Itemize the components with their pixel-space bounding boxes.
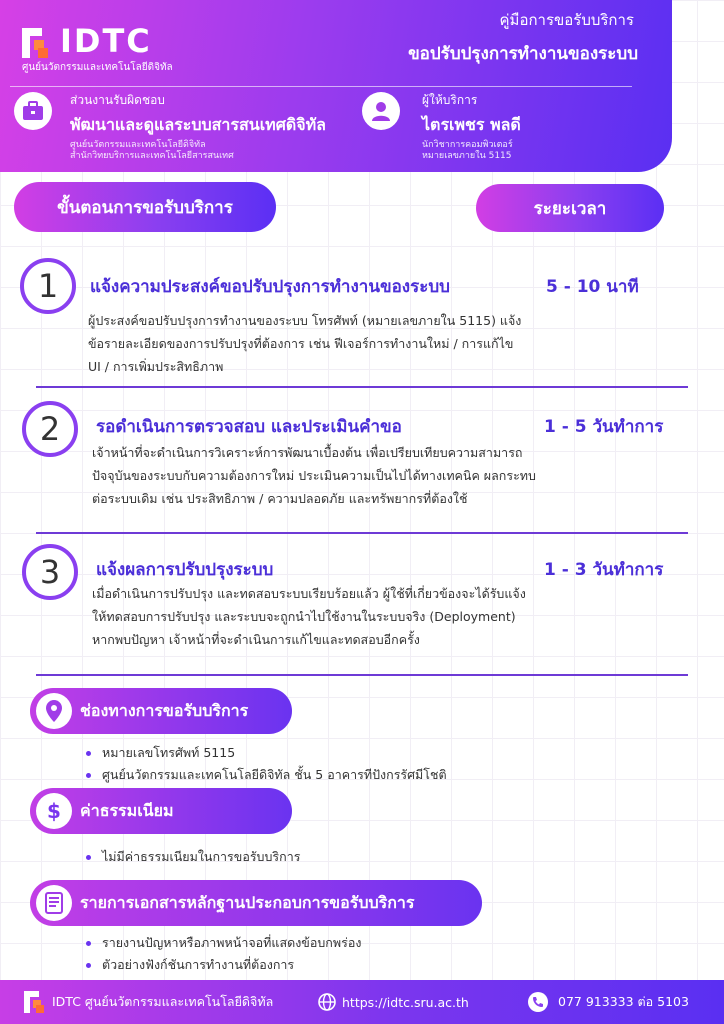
footer-url[interactable]: https://idtc.sru.ac.th <box>342 994 469 1010</box>
channels-list <box>84 742 447 786</box>
provider-extension: หมายเลขภายใน 5115 <box>422 151 512 161</box>
phone-icon <box>528 992 548 1012</box>
step-3-number: 3 <box>22 544 78 600</box>
fees-title: ค่าธรรมเนียม <box>80 800 174 820</box>
step-3-description: เมื่อดำเนินการปรับปรุง และทดสอบระบบเรียบร้อยแล้ว ผู้ใช้ที่เกี่ยวข้องจะได้รับแจ้งให้ทดสอบการปรับปรุง และระบบจะถูกนำไปใช้งานในระบบจริง (Deployment) หากพบปัญหา เจ้าหน้าที่จะดำเนินการแก้ไขและทดสอบอีกครั้ง <box>92 586 526 647</box>
footer-website[interactable] <box>318 980 469 1024</box>
unit-sub1: ศูนย์นวัตกรรมและเทคโนโลยีดิจิทัล <box>70 140 206 150</box>
step-divider <box>36 386 688 388</box>
channels-title: ช่องทางการขอรับบริการ <box>80 700 249 720</box>
step-1-title: แจ้งความประสงค์ขอปรับปรุงการทำงานของระบบ <box>90 277 450 297</box>
documents-section-pill <box>30 880 482 926</box>
footer-phone-text[interactable]: 077 913333 ต่อ 5103 <box>558 994 689 1009</box>
fees-list <box>84 846 300 868</box>
footer-phone[interactable] <box>528 980 689 1024</box>
step-divider <box>36 674 688 676</box>
step-2-time: 1 - 5 วันทำการ <box>544 417 664 437</box>
unit-label: ส่วนงานรับผิดชอบ <box>70 93 165 107</box>
header-banner <box>0 0 672 172</box>
time-header-pill: ระยะเวลา <box>476 184 664 232</box>
provider-position: นักวิชาการคอมพิวเตอร์ <box>422 140 513 150</box>
provider-name: ไตรเพชร พลดี <box>422 115 521 134</box>
step-3-title: แจ้งผลการปรับปรุงระบบ <box>96 560 274 580</box>
idtc-logo-icon <box>24 991 44 1013</box>
list-item: หมายเลขโทรศัพท์ 5115 <box>84 742 447 764</box>
documents-title: รายการเอกสารหลักฐานประกอบการขอรับบริการ <box>80 892 415 912</box>
step-2-description: เจ้าหน้าที่จะดำเนินการวิเคราะห์การพัฒนาเบื้องต้น เพื่อเปรียบเทียบความสามารถปัจจุบันของระบบกับความต้องการใหม่ ประเมินความเป็นไปได้ทางเทคนิค ผลกระทบต่อระบบเดิม เช่น ประสิทธิภาพ / ความปลอดภัย และทรัพยากรที่ต้องใช้ <box>92 445 536 506</box>
step-1-number: 1 <box>20 258 76 314</box>
footer-org-text: IDTC ศูนย์นวัตกรรมและเทคโนโลยีดิจิทัล <box>52 994 274 1009</box>
step-1-description: ผู้ประสงค์ขอปรับปรุงการทำงานของระบบ โทรศัพท์ (หมายเลขภายใน 5115) แจ้งข้อรายละเอียดของการปรับปรุงที่ต้องการ เช่น ฟีเจอร์การทำงานใหม่ / การแก้ไข UI / การเพิ่มประสิทธิภาพ <box>88 313 522 374</box>
provider-label: ผู้ให้บริการ <box>422 93 478 107</box>
unit-sub2: สำนักวิทยบริการและเทคโนโลยีสารสนเทศ <box>70 151 234 161</box>
step-3-time: 1 - 3 วันทำการ <box>544 560 664 580</box>
list-item: ศูนย์นวัตกรรมและเทคโนโลยีดิจิทัล ชั้น 5 อาคารทีปังกรรัศมีโชติ <box>84 764 447 786</box>
documents-list <box>84 932 361 976</box>
unit-name: พัฒนาและดูแลระบบสารสนเทศดิจิทัล <box>70 115 326 134</box>
globe-icon <box>318 993 336 1011</box>
header-divider <box>10 86 632 87</box>
dollar-icon: $ <box>36 793 72 829</box>
manual-label: คู่มือการขอรับบริการ <box>499 11 634 29</box>
person-icon <box>362 92 400 130</box>
fees-section-pill <box>30 788 292 834</box>
channels-section-pill <box>30 688 292 734</box>
step-1-time: 5 - 10 นาที <box>546 277 639 297</box>
logo-text: IDTC <box>60 22 152 60</box>
list-item: รายงานปัญหาหรือภาพหน้าจอที่แสดงข้อบกพร่อง <box>84 932 361 954</box>
idtc-logo-icon <box>22 28 48 58</box>
list-item: ไม่มีค่าธรรมเนียมในการขอรับบริการ <box>84 846 300 868</box>
step-divider <box>36 532 688 534</box>
footer-org <box>24 980 273 1024</box>
list-item: ตัวอย่างฟังก์ชันการทำงานที่ต้องการ <box>84 954 361 976</box>
step-2-number: 2 <box>22 401 78 457</box>
service-title: ขอปรับปรุงการทำงานของระบบ <box>408 44 638 64</box>
steps-header-pill: ขั้นตอนการขอรับบริการ <box>14 182 276 232</box>
document-icon <box>36 885 72 921</box>
location-pin-icon <box>36 693 72 729</box>
footer-bar <box>0 980 724 1024</box>
logo-subtitle: ศูนย์นวัตกรรมและเทคโนโลยีดิจิทัล <box>22 62 173 73</box>
briefcase-icon <box>14 92 52 130</box>
step-2-title: รอดำเนินการตรวจสอบ และประเมินคำขอ <box>96 417 402 437</box>
